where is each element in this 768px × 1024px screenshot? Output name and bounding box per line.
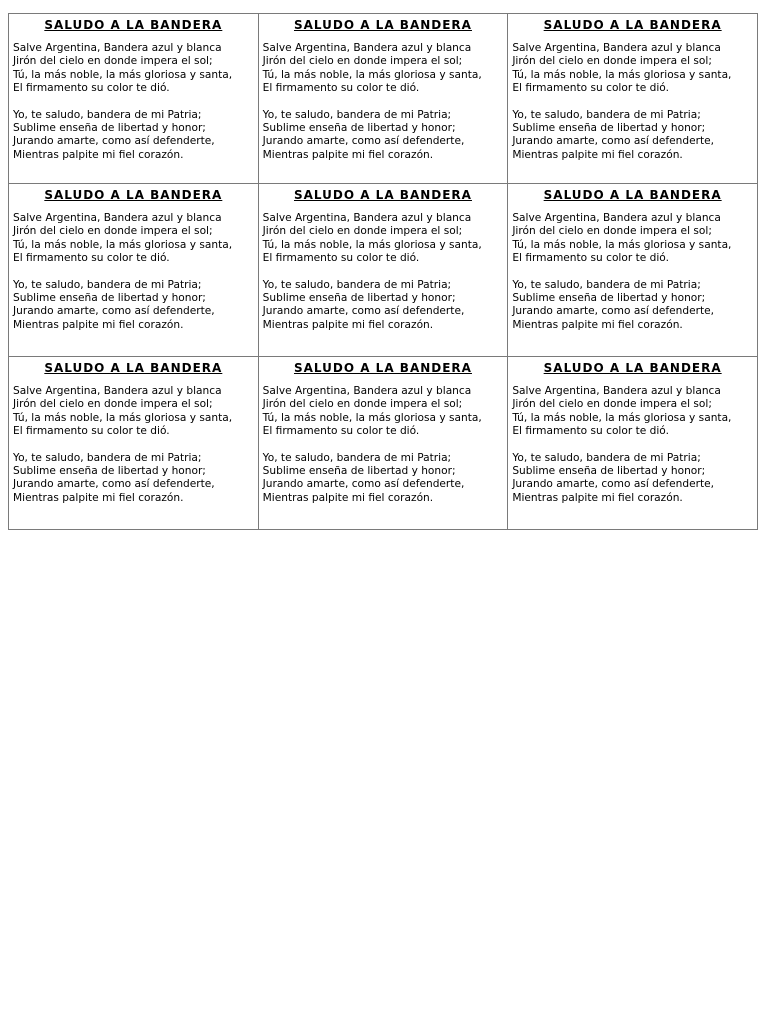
verse-line: Salve Argentina, Bandera azul y blanca (512, 385, 721, 397)
verse-line: Tú, la más noble, la más gloriosa y santa, (262, 411, 482, 424)
verse-line: Jirón del cielo en donde impera el sol; (262, 55, 463, 68)
verse-line: Jirón del cielo en donde impera el sol; (262, 398, 463, 411)
verse-line: Salve Argentina, Bandera azul y blanca (13, 385, 222, 397)
stanza-1 (512, 42, 753, 96)
verse-line: Salve Argentina, Bandera azul y blanca (13, 212, 222, 224)
verse-line: El firmamento su color te dió. (13, 82, 170, 95)
verse-line: Jirón del cielo en donde impera el sol; (512, 55, 712, 68)
verse-line: Salve Argentina, Bandera azul y blanca (262, 212, 472, 224)
stanza-1 (512, 385, 753, 439)
verse-line: Yo, te saludo, bandera de mi Patria; (262, 278, 452, 291)
card-title: SALUDO A LA BANDERA (543, 18, 722, 32)
verse-line: Yo, te saludo, bandera de mi Patria; (13, 278, 202, 291)
stanza-2 (512, 109, 753, 163)
verse-line: El firmamento su color te dió. (262, 82, 420, 95)
verse-line: Mientras palpite mi fiel corazón. (512, 491, 683, 504)
verse-line: Salve Argentina, Bandera azul y blanca (13, 42, 222, 54)
flag-salute-card (508, 14, 758, 184)
verse-line: Tú, la más noble, la más gloriosa y santa, (512, 411, 732, 424)
card-title: SALUDO A LA BANDERA (293, 18, 472, 32)
verse-line: Sublime enseña de libertad y honor; (262, 292, 456, 305)
card-row (9, 357, 758, 530)
card-row (9, 184, 758, 357)
stanza-1 (13, 42, 254, 96)
verse-line: Tú, la más noble, la más gloriosa y santa, (512, 68, 732, 81)
verse-line: Jurando amarte, como así defenderte, (512, 135, 714, 148)
verse-line: Jirón del cielo en donde impera el sol; (13, 55, 213, 68)
flag-salute-card (508, 357, 758, 530)
verse-line: Sublime enseña de libertad y honor; (13, 122, 206, 135)
flag-salute-card (9, 184, 259, 357)
verse-line: Sublime enseña de libertad y honor; (13, 465, 206, 478)
verse-line: Sublime enseña de libertad y honor; (512, 465, 706, 478)
verse-line: Sublime enseña de libertad y honor; (262, 465, 456, 478)
verse-line: Mientras palpite mi fiel corazón. (512, 148, 683, 161)
flag-salute-card (9, 357, 259, 530)
verse-line: Yo, te saludo, bandera de mi Patria; (512, 108, 701, 121)
verse-line: Tú, la más noble, la más gloriosa y santa, (512, 238, 732, 251)
verse-line: Jirón del cielo en donde impera el sol; (13, 398, 213, 411)
verse-line: Tú, la más noble, la más gloriosa y santa, (13, 411, 233, 424)
verse-line: Jurando amarte, como así defenderte, (262, 305, 465, 318)
stanza-1 (263, 212, 504, 266)
card-title: SALUDO A LA BANDERA (44, 18, 223, 32)
card-title: SALUDO A LA BANDERA (44, 361, 223, 375)
verse-line: Jirón del cielo en donde impera el sol; (262, 225, 463, 238)
verse-line: El firmamento su color te dió. (512, 82, 669, 95)
verse-line: Tú, la más noble, la más gloriosa y santa, (262, 238, 482, 251)
verse-line: El firmamento su color te dió. (13, 252, 170, 265)
verse-line: Mientras palpite mi fiel corazón. (512, 318, 683, 331)
verse-line: Sublime enseña de libertad y honor; (512, 122, 706, 135)
verse-line: Jirón del cielo en donde impera el sol; (512, 398, 712, 411)
card-title: SALUDO A LA BANDERA (293, 188, 472, 202)
verse-line: Sublime enseña de libertad y honor; (13, 292, 206, 305)
verse-line: Tú, la más noble, la más gloriosa y santa, (262, 68, 482, 81)
verse-line: Mientras palpite mi fiel corazón. (262, 318, 434, 331)
verse-line: Yo, te saludo, bandera de mi Patria; (262, 451, 452, 464)
verse-line: Yo, te saludo, bandera de mi Patria; (13, 108, 202, 121)
verse-line: Mientras palpite mi fiel corazón. (262, 491, 434, 504)
stanza-1 (13, 212, 254, 266)
stanza-2 (13, 452, 254, 506)
verse-line: Sublime enseña de libertad y honor; (512, 292, 706, 305)
verse-line: Salve Argentina, Bandera azul y blanca (512, 212, 721, 224)
stanza-2 (512, 279, 753, 333)
stanza-2 (13, 279, 254, 333)
verse-line: Yo, te saludo, bandera de mi Patria; (512, 278, 701, 291)
verse-line: Jurando amarte, como así defenderte, (13, 135, 215, 148)
verse-line: Mientras palpite mi fiel corazón. (13, 318, 184, 331)
verse-line: El firmamento su color te dió. (262, 252, 420, 265)
verse-line: Jurando amarte, como así defenderte, (512, 305, 714, 318)
verse-line: Salve Argentina, Bandera azul y blanca (262, 385, 472, 397)
card-title: SALUDO A LA BANDERA (44, 188, 223, 202)
verse-line: El firmamento su color te dió. (512, 252, 669, 265)
verse-line: Tú, la más noble, la más gloriosa y santa, (13, 68, 233, 81)
verse-line: Jurando amarte, como así defenderte, (13, 478, 215, 491)
verse-line: Mientras palpite mi fiel corazón. (13, 148, 184, 161)
verse-line: Salve Argentina, Bandera azul y blanca (262, 42, 472, 54)
stanza-1 (263, 385, 504, 439)
verse-line: Jirón del cielo en donde impera el sol; (13, 225, 213, 238)
stanza-2 (13, 109, 254, 163)
verse-line: Mientras palpite mi fiel corazón. (262, 148, 434, 161)
verse-line: Sublime enseña de libertad y honor; (262, 122, 456, 135)
verse-line: Jirón del cielo en donde impera el sol; (512, 225, 712, 238)
verse-line: Mientras palpite mi fiel corazón. (13, 491, 184, 504)
stanza-2 (263, 279, 504, 333)
card-title: SALUDO A LA BANDERA (543, 361, 722, 375)
verse-line: Salve Argentina, Bandera azul y blanca (512, 42, 721, 54)
verse-line: Jurando amarte, como así defenderte, (262, 478, 465, 491)
verse-line: Jurando amarte, como así defenderte, (13, 305, 215, 318)
verse-line: El firmamento su color te dió. (512, 425, 669, 438)
card-title: SALUDO A LA BANDERA (543, 188, 722, 202)
flag-salute-card (258, 184, 508, 357)
stanza-2 (263, 452, 504, 506)
card-title: SALUDO A LA BANDERA (293, 361, 472, 375)
stanza-1 (13, 385, 254, 439)
verse-line: Yo, te saludo, bandera de mi Patria; (13, 451, 202, 464)
flag-salute-card (258, 14, 508, 184)
stanza-2 (512, 452, 753, 506)
flag-salute-card (9, 14, 259, 184)
verse-line: El firmamento su color te dió. (262, 425, 420, 438)
verse-line: Yo, te saludo, bandera de mi Patria; (512, 451, 701, 464)
card-grid (8, 13, 758, 530)
flag-salute-card (258, 357, 508, 530)
card-row (9, 14, 758, 184)
verse-line: Tú, la más noble, la más gloriosa y santa, (13, 238, 233, 251)
verse-line: Jurando amarte, como así defenderte, (512, 478, 714, 491)
stanza-2 (263, 109, 504, 163)
flag-salute-card (508, 184, 758, 357)
verse-line: Jurando amarte, como así defenderte, (262, 135, 465, 148)
verse-line: Yo, te saludo, bandera de mi Patria; (262, 108, 452, 121)
stanza-1 (512, 212, 753, 266)
stanza-1 (263, 42, 504, 96)
verse-line: El firmamento su color te dió. (13, 425, 170, 438)
